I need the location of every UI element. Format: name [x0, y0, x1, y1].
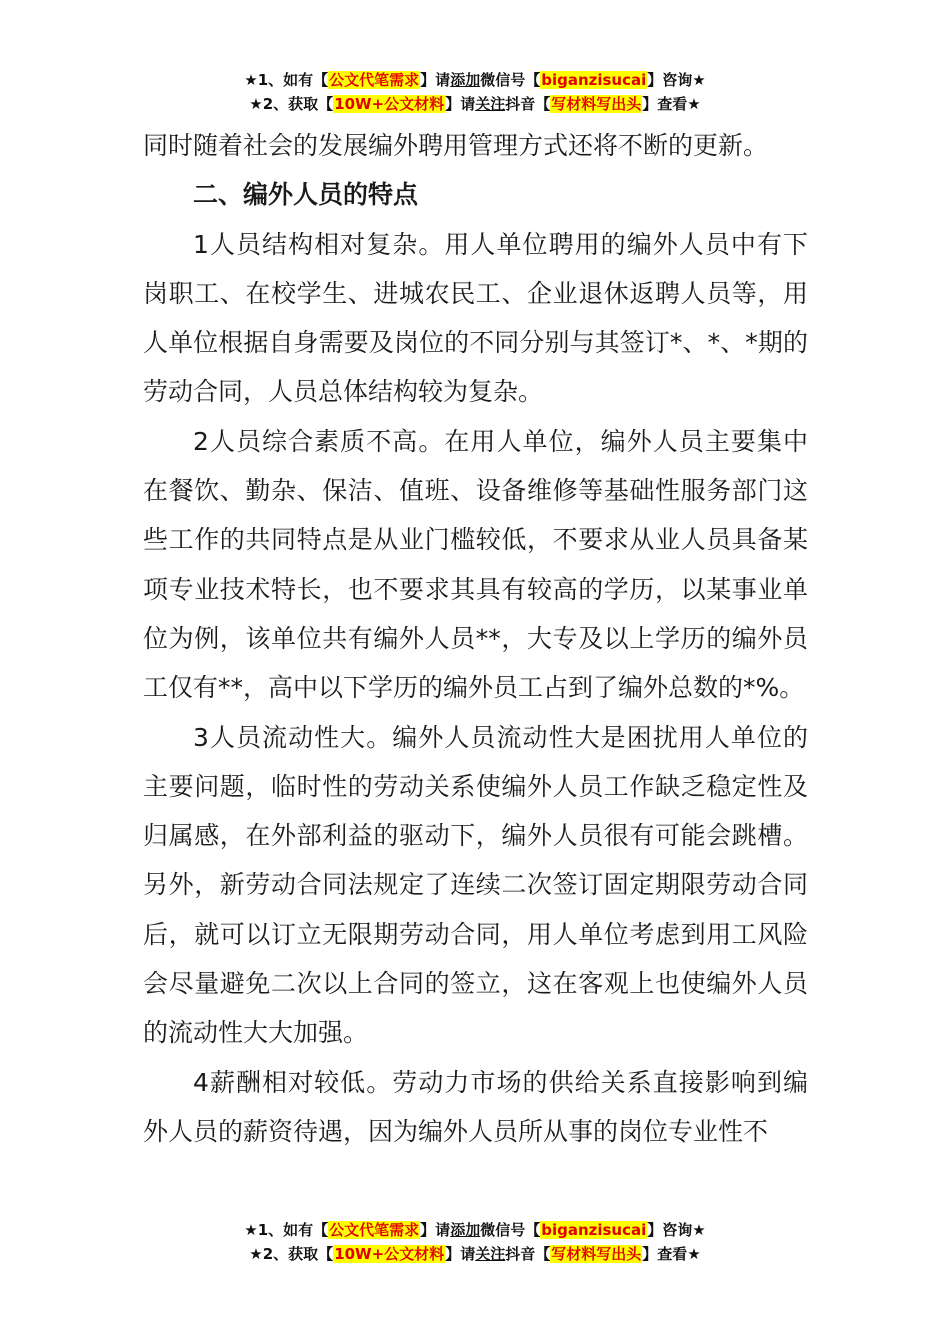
- paragraph-1: 1人员结构相对复杂。用人单位聘用的编外人员中有下岗职工、在校学生、进城农民工、企业退休返聘人员等，用人单位根据自身需要及岗位的不同分别与其签订*、*、*期的劳动合同，人员总体结构较为复杂。: [143, 229, 808, 407]
- highlight-materials: 10W+公文材料: [334, 95, 445, 113]
- paragraph-2: 2人员综合素质不高。在用人单位，编外人员主要集中在餐饮、勤杂、保洁、值班、设备维修等基础性服务部门这些工作的共同特点是从业门槛较低，不要求从业人员具备某项专业技术特长，也不要求其具有较高的学历，以某事业单位为例，该单位共有编外人员**，大专及以上学历的编外员工仅有**，高中以下学历的编外员工占到了编外总数的*%。: [143, 426, 808, 703]
- banner-line-1: ★1、如有【公文代笔需求】请添加微信号【biganzisucai】咨询★: [244, 71, 706, 89]
- highlight-douyin-account: 写材料写出头: [551, 1245, 642, 1263]
- document-body: [143, 121, 808, 1156]
- section-heading: 二、编外人员的特点: [193, 180, 419, 210]
- header-banner: [0, 68, 950, 116]
- paragraph-4: 4薪酬相对较低。劳动力市场的供给关系直接影响到编外人员的薪资待遇，因为编外人员所从事的岗位专业性不: [143, 1067, 808, 1146]
- footer-banner: [0, 1218, 950, 1266]
- highlight-wechat-id: biganzisucai: [541, 71, 647, 89]
- highlight-materials: 10W+公文材料: [334, 1245, 445, 1263]
- highlight-wechat-id: biganzisucai: [541, 1221, 647, 1239]
- banner-line-2: ★2、获取【10W+公文材料】请关注抖音【写材料写出头】查看★: [249, 95, 701, 113]
- banner-line-2: ★2、获取【10W+公文材料】请关注抖音【写材料写出头】查看★: [249, 1245, 701, 1263]
- highlight-douyin-account: 写材料写出头: [551, 95, 642, 113]
- continuation-paragraph: 同时随着社会的发展编外聘用管理方式还将不断的更新。: [143, 131, 769, 160]
- highlight-service: 公文代笔需求: [329, 71, 420, 89]
- banner-line-1: ★1、如有【公文代笔需求】请添加微信号【biganzisucai】咨询★: [244, 1221, 706, 1239]
- paragraph-3: 3人员流动性大。编外人员流动性大是困扰用人单位的主要问题，临时性的劳动关系使编外人员工作缺乏稳定性及归属感，在外部利益的驱动下，编外人员很有可能会跳槽。另外，新劳动合同法规定了连续二次签订固定期限劳动合同后，就可以订立无限期劳动合同，用人单位考虑到用工风险会尽量避免二次以上合同的签立，这在客观上也使编外人员的流动性大大加强。: [143, 722, 808, 1048]
- highlight-service: 公文代笔需求: [329, 1221, 420, 1239]
